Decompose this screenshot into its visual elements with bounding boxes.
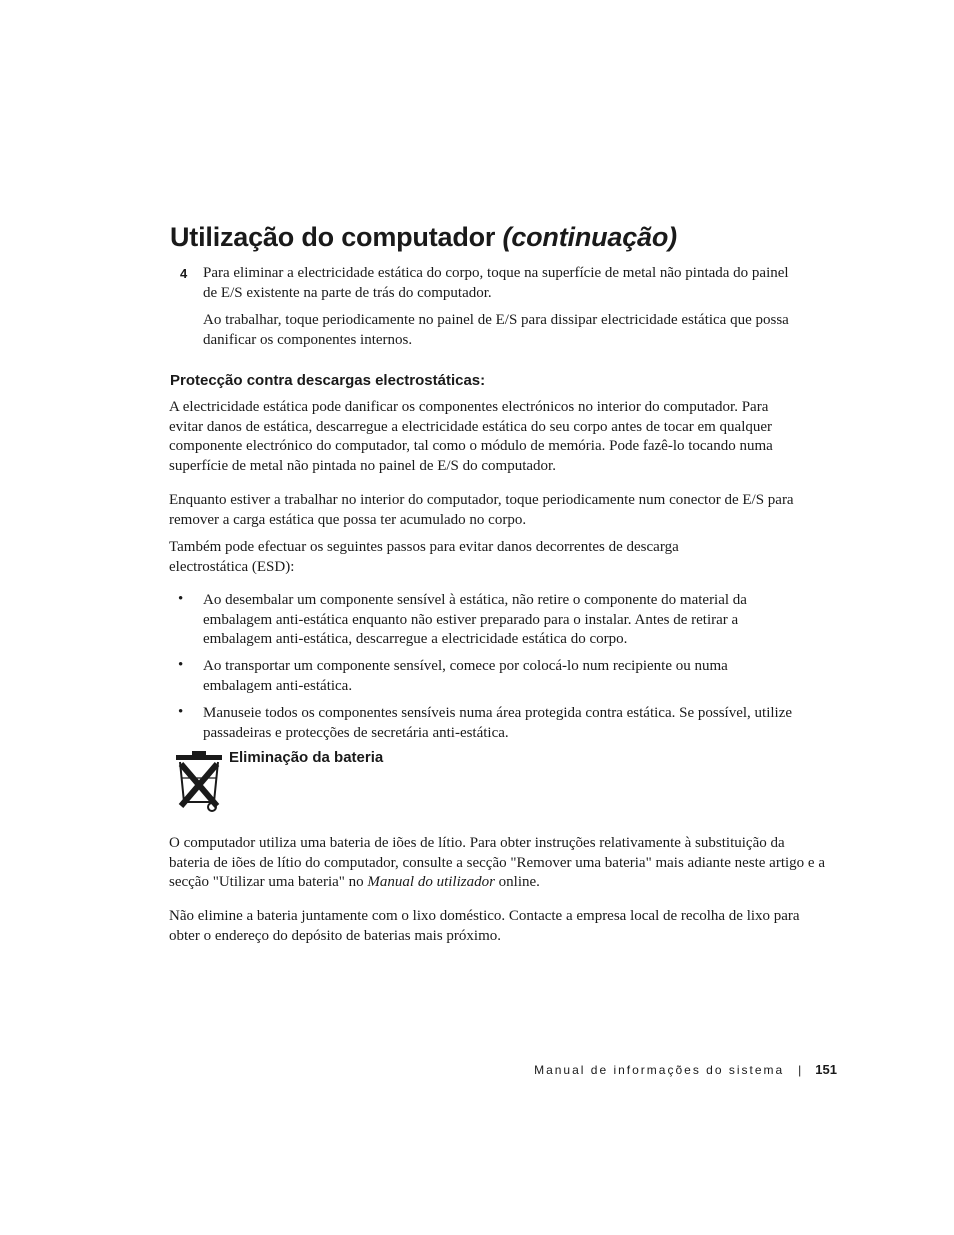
manual-title-reference: Manual do utilizador xyxy=(367,874,495,890)
esd-paragraph-3: Também pode efectuar os seguintes passos para evitar danos decorrentes de descarga electrostática (ESD): xyxy=(169,539,679,575)
page-title-continuation: (continuação) xyxy=(502,222,677,252)
page-title xyxy=(170,222,677,253)
esd-bullet-3: Manuseie todos os componentes sensíveis numa área protegida contra estática. Se possível, utilize passadeiras e protecções de secretária anti-estática. xyxy=(203,705,793,741)
bullet-marker: • xyxy=(178,657,184,673)
esd-heading: Protecção contra descargas electrostáticas: xyxy=(170,372,486,389)
battery-paragraph-1 xyxy=(169,834,829,893)
crossed-out-wheelie-bin-icon xyxy=(172,750,228,814)
page-number: 151 xyxy=(815,1062,837,1077)
page-footer xyxy=(534,1062,837,1077)
step-note: Ao trabalhar, toque periodicamente no painel de E/S para dissipar electricidade estática que possa danificar os componentes internos. xyxy=(203,312,789,348)
battery-paragraph-1-end: online. xyxy=(494,874,540,890)
page-title-main: Utilização do computador xyxy=(170,222,503,252)
esd-bullet-1: Ao desembalar um componente sensível à estática, não retire o componente do material da embalagem anti-estática enquanto não estiver preparado para o instalar. Antes de retirar a embalagem anti-estática, descarregue a electricidade estática do corpo. xyxy=(203,592,747,647)
battery-paragraph-1-text: O computador utiliza uma bateria de iões de lítio. Para obter instruções relativamente à substituição da bateria de iões de lítio do computador, consulte a secção "Remover uma bateria" mais adiante neste artigo e a secção "Utilizar uma bateria" no xyxy=(169,835,825,890)
esd-paragraph-2: Enquanto estiver a trabalhar no interior do computador, toque periodicamente num conector de E/S para remover a carga estática que possa ter acumulado no corpo. xyxy=(169,492,794,528)
bullet-marker: • xyxy=(178,591,184,607)
battery-heading: Eliminação da bateria xyxy=(229,749,384,766)
footer-manual-title: Manual de informações do sistema xyxy=(534,1063,785,1077)
footer-separator: | xyxy=(798,1063,802,1077)
step-number: 4 xyxy=(180,266,188,281)
esd-bullet-2: Ao transportar um componente sensível, comece por colocá-lo num recipiente ou numa embalagem anti-estática. xyxy=(203,658,728,694)
battery-paragraph-2: Não elimine a bateria juntamente com o lixo doméstico. Contacte a empresa local de recolha de lixo para obter o endereço do depósito de baterias mais próximo. xyxy=(169,908,800,944)
bullet-marker: • xyxy=(178,704,184,720)
esd-paragraph-1: A electricidade estática pode danificar os componentes electrónicos no interior do computador. Para evitar danos de estática, descarregue a electricidade estática do seu corpo antes de tocar em qualquer componente electrónico do computador, tal como o módulo de memória. Pode fazê-lo tocando numa superfície de metal não pintada no painel de E/S do computador. xyxy=(169,399,773,474)
step-text: Para eliminar a electricidade estática do corpo, toque na superfície de metal não pintada do painel de E/S existente na parte de trás do computador. xyxy=(203,265,789,301)
